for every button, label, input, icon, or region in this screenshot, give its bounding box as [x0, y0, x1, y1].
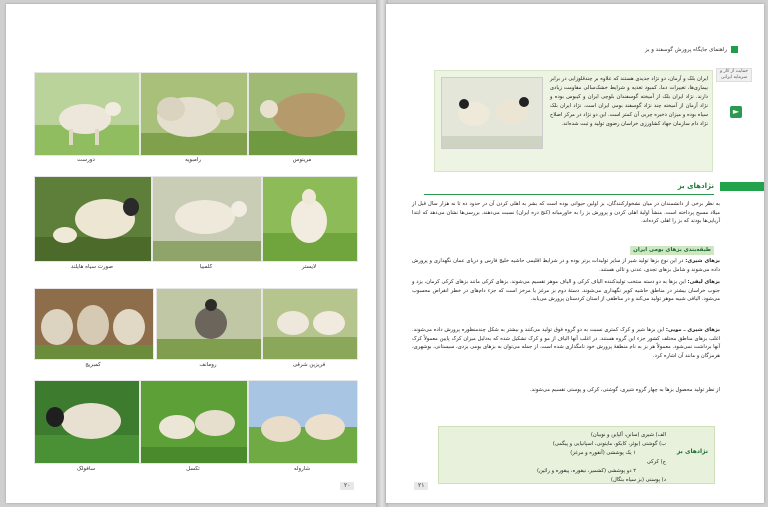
photo-dorset — [34, 72, 140, 156]
photo-texel — [140, 380, 248, 464]
sheep-illustration — [141, 73, 247, 155]
caption-charollais: شاروله — [293, 466, 311, 472]
sheep-illustration — [157, 289, 261, 359]
breed-dual-text: این بزها شیر و کرک کمتری نسبت به دو گروه فوق تولید می‌کنند و بیشتر به شکل چندمنظوره پرورش داده می‌شوند. اغلب بزهای مناطق مختلف کشور جزء این گروه هستند. در اغلب آنها الیاف از مو و کرک تشکیل شده که به‌دلیل میزان کرک پایین معمولاً کرک آنها برداشت نمی‌شود. معمولاً هر بز به نام منطقهٔ پرورش خود نامگذاری شده است. از جمله می‌توان به بزهای بومی یزدی، سیستانی، بوشهری، هرمزگان و مانند آن اشاره کرد. — [412, 327, 720, 359]
section-tab — [720, 182, 764, 191]
section-title: نژادهای بز — [424, 182, 714, 195]
intro-box — [434, 70, 713, 172]
breed-milk-text: در این نوع بزها تولید شیر از سایر تولیدات برتر بوده و در شرایط اقلیمی حاشیه خلیج فارس و دریای عمان نگهداری و پرورش داده می‌شوند و شامل بزهای تجدی، عدنی و تالی هستند. — [412, 258, 720, 273]
caption-rambouillet: رامبویه — [184, 157, 202, 163]
page-number: ۲۰ — [340, 482, 354, 490]
photo-merino — [248, 72, 358, 156]
sheep-illustration — [35, 289, 153, 359]
sheep-illustration — [153, 177, 261, 261]
photo-scottish-blackface — [34, 176, 152, 262]
class-item: ب) گوشتی (بوئر، کایکو، مایتونی، اسپانیایی و پیگمی) — [552, 441, 666, 447]
photo-columbia — [152, 176, 262, 262]
class-item: ج) کرکی — [646, 459, 666, 465]
breed-dual — [412, 326, 720, 360]
subsection-title: طبقه‌بندی بزهای بومی ایران — [630, 246, 714, 255]
left-page — [6, 4, 384, 503]
page-number: ۲۱ — [414, 482, 428, 490]
running-header-text: راهنمای جایگاه پرورش گوسفند و بز — [644, 46, 727, 53]
caption-leicester: لایستر — [301, 264, 317, 270]
sheep-illustration — [35, 177, 151, 261]
sheep-illustration — [35, 73, 139, 155]
breed-fiber-title: بزهای لیفی: — [687, 279, 721, 285]
class-item: ۲ دو پوششی (کشمیر، نیقوره، پیقوره و رائین) — [537, 468, 636, 474]
sheep-illustration — [442, 78, 542, 148]
right-page — [386, 4, 764, 503]
class-item: الف) شیری (سانن، آلپاین و نوبیان) — [590, 432, 666, 438]
sheep-illustration — [263, 289, 357, 359]
caption-dorset: دورست — [77, 157, 95, 163]
sheep-illustration — [263, 177, 357, 261]
sheep-illustration — [35, 381, 139, 463]
breed-milk — [412, 257, 720, 274]
photo-romanov — [156, 288, 262, 360]
class-item: ۱ یک پوششی (آنقوره و مرغز) — [570, 450, 636, 456]
photo-leicester — [262, 176, 358, 262]
photo-east-friesian — [262, 288, 358, 360]
green-square-icon — [731, 46, 738, 53]
classification-box — [438, 426, 715, 484]
caption-cambridge: کمبریج — [85, 362, 101, 368]
sheep-illustration — [249, 381, 357, 463]
class-item: د) پوستی (بز سیاه بنگال) — [610, 477, 666, 483]
intro-photo — [441, 77, 543, 149]
caption-scottish-blackface: صورت سیاه هایلند — [70, 264, 114, 270]
classification-items — [486, 431, 666, 485]
breed-fiber — [412, 278, 720, 304]
sheep-illustration — [141, 381, 247, 463]
breed-milk-title: بزهای شیری: — [685, 258, 720, 264]
section-paragraph: به نظر برخی از دانشمندان در میان نشخوارکنندگان، بز اولین حیوانی بوده است که بشر به اهلی کردن آن در حدود ده تا نه هزار سال قبل از میلاد مسیح پرداخته است. منشأ اولیهٔ اهلی کردن و پرورش بز را به خاورمیانه (کنج دره ایران) نسبت می‌دهند. بررسی‌ها نشان می‌دهد که ابتدا آریایی‌ها بودند که بز را اهلی کرده‌اند. — [412, 201, 720, 225]
caption-suffolk: سافولک — [76, 466, 96, 472]
sheep-illustration — [249, 73, 357, 155]
photo-suffolk — [34, 380, 140, 464]
caption-merino: مرینوس — [292, 157, 312, 163]
photo-rambouillet — [140, 72, 248, 156]
intro-text: ایران بلک و آرمان، دو نژاد جدیدی هستند که علاوه بر چندقلوزایی در برابر بیماری‌ها، تغییرات دما، کمبود تغذیه و شرایط خشک‌سالی مقاومت زیادی دارند. نژاد ایران بلک از آمیخته گوسفندان بلوچی ایران و کیبوس بوده و نژاد آرمان از آمیخته چند نژاد گوسفند بومی ایران است. نژاد ایران بلک سیاه بوده و میزان ذخیره چربی آن کمتر است. این دو نژاد در مرکز اصلاح نژاد دام سازمان جهاد کشاورزی خراسان رضوی تولید و ثبت شده‌اند. — [550, 76, 708, 127]
caption-romanov: رومانف — [199, 362, 217, 368]
classification-label: نژادهای بز — [676, 448, 708, 455]
photo-cambridge — [34, 288, 154, 360]
photo-charollais — [248, 380, 358, 464]
caption-texel: تکسل — [186, 466, 200, 472]
running-header — [645, 46, 738, 53]
closing-line: از نظر تولید محصول بزها به چهار گروه شیری، گوشتی، کرکی و پوستی تقسیم می‌شوند. — [530, 387, 720, 393]
caption-columbia: کلمبیا — [199, 264, 213, 270]
caption-east-friesian: فریزین شرقی — [292, 362, 326, 368]
side-label: حمایت از کار و سرمایه ایرانی — [716, 68, 752, 82]
margin-icon: ► — [730, 106, 742, 118]
breed-fiber-text: این بزها به دو دسته منتخب تولیدکننده الیاف کرکی و الیاف موهر تقسیم می‌شوند. بزهای کرکی مانند بزهای کرکی کرمان، یزد و جنوب خراسان بیشتر در مناطق حاشیه کویر نگهداری می‌شوند. دستهٔ دوم بز مرغز یا مرخز است که جزء دام‌های در خطر انقراض محسوب می‌شود. الیافی شبیه موهر تولید می‌کند و در مناطقی از استان کردستان پرورش می‌یابد. — [412, 279, 720, 303]
breed-dual-title: بزهای شیری ـ مویی: — [665, 327, 720, 333]
